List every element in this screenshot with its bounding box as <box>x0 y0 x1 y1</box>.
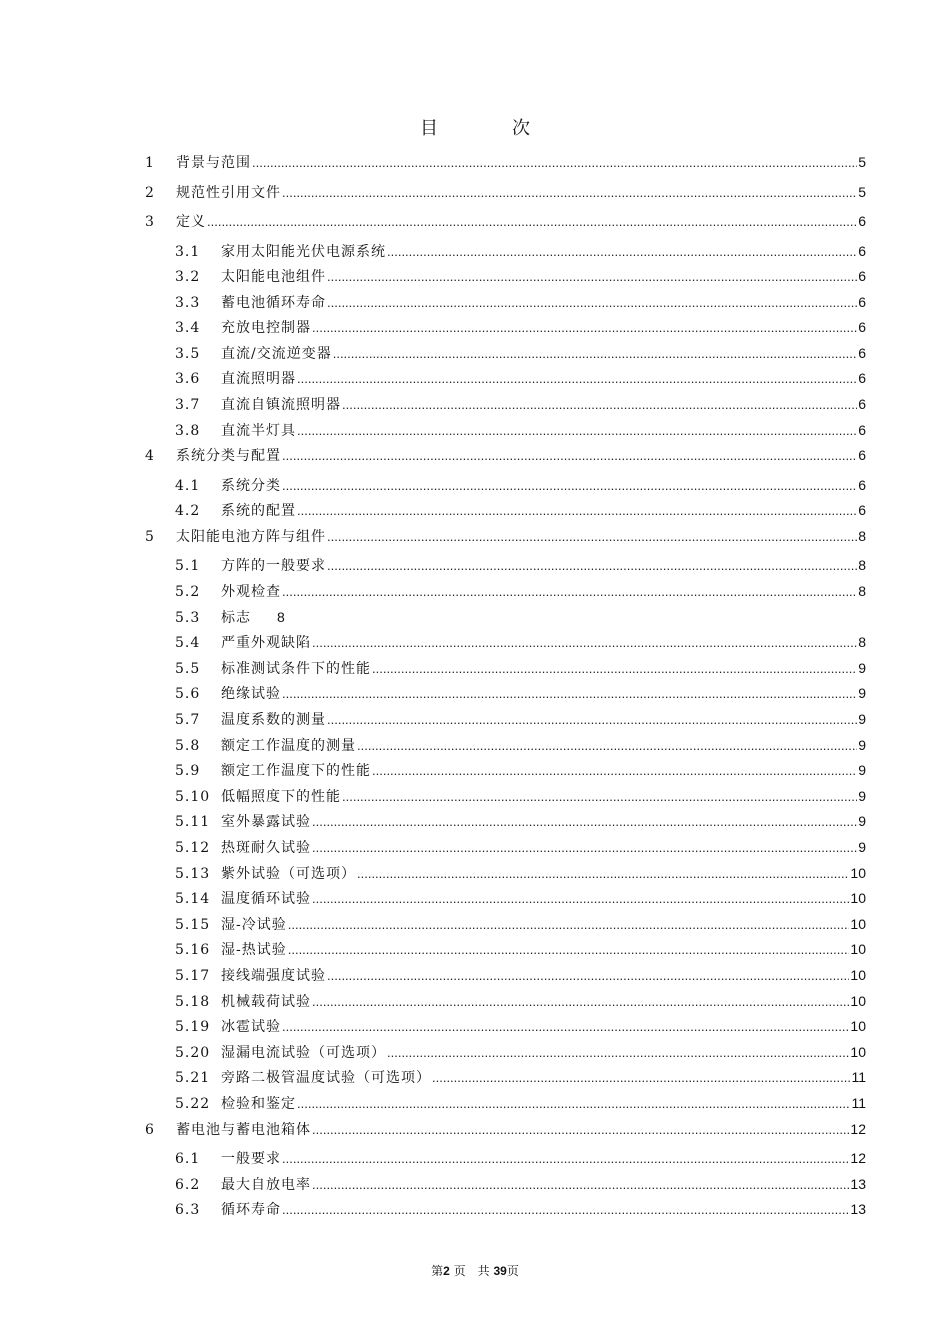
toc-entry-title: 机械载荷试验 <box>221 993 311 1010</box>
toc-entry-line <box>175 863 866 883</box>
toc-entry[interactable] <box>0 603 950 629</box>
toc-entry-page: 10 <box>850 1043 866 1060</box>
toc-entry[interactable] <box>0 178 950 208</box>
toc-entry-line <box>175 266 866 286</box>
toc-entry-title: 旁路二极管温度试验（可选项） <box>221 1070 431 1087</box>
toc-entry-number: 5.13 <box>175 865 211 882</box>
toc-entry[interactable] <box>0 628 950 654</box>
toc-entry-line <box>175 343 866 363</box>
toc-leader-dots <box>207 214 857 229</box>
toc-entry-page: 9 <box>858 711 866 727</box>
toc-entry-page: 6 <box>858 344 866 361</box>
toc-entry-title: 一般要求 <box>221 1151 281 1167</box>
toc-entry-title: 额定工作温度的测量 <box>221 737 356 754</box>
toc-entry-title: 系统分类与配置 <box>176 448 281 465</box>
toc-entry-line <box>175 420 866 440</box>
toc-entry-line <box>145 211 866 231</box>
toc-entry-page: 6 <box>858 476 866 493</box>
toc-entry-line <box>145 1119 866 1139</box>
toc-entry[interactable] <box>0 471 950 497</box>
toc-entry-page: 10 <box>850 890 866 907</box>
toc-entry-page: 6 <box>858 370 866 387</box>
toc-entry-number: 5.7 <box>175 712 201 728</box>
toc-entry-line <box>175 475 866 495</box>
toc-entry[interactable] <box>0 416 950 442</box>
toc-leader-dots <box>333 346 857 361</box>
toc-leader-dots <box>312 840 857 855</box>
toc-entry-line <box>175 1067 866 1087</box>
toc-entry-title: 循环寿命 <box>221 1202 281 1219</box>
toc-entry-number: 5.22 <box>175 1095 211 1112</box>
toc-entry-line <box>175 241 866 261</box>
table-of-contents <box>0 148 950 1221</box>
toc-entry-title: 最大自放电率 <box>221 1176 311 1193</box>
toc-entry-number: 5.9 <box>175 763 201 780</box>
toc-entry-number: 5.21 <box>175 1070 211 1087</box>
toc-entry-number: 4 <box>145 448 155 465</box>
toc-entry-line <box>175 1199 866 1219</box>
toc-entry-title: 温度循环试验 <box>221 891 311 908</box>
toc-entry-page: 8 <box>858 634 866 651</box>
toc-entry-title: 温度系数的测量 <box>221 712 326 728</box>
toc-entry[interactable] <box>0 1144 950 1170</box>
toc-entry-page: 10 <box>850 966 866 983</box>
toc-entry-number: 5.6 <box>175 686 201 703</box>
toc-entry-page: 10 <box>850 1018 866 1035</box>
toc-entry-line <box>175 683 866 703</box>
toc-leader-dots <box>312 320 857 335</box>
toc-entry[interactable] <box>0 884 950 910</box>
toc-entry[interactable] <box>0 705 950 731</box>
toc-leader-dots <box>282 478 857 493</box>
toc-entry-number: 6 <box>145 1121 155 1138</box>
toc-entry-page: 8 <box>277 608 285 625</box>
toc-entry-line <box>175 317 866 337</box>
toc-entry-title: 湿-冷试验 <box>221 916 287 933</box>
toc-entry-page: 8 <box>858 527 866 544</box>
toc-leader-dots <box>357 866 849 881</box>
toc-entry-number: 5.4 <box>175 635 201 652</box>
toc-entry[interactable] <box>0 859 950 885</box>
footer-total-pages: 39 <box>493 1264 507 1278</box>
toc-entry-page: 12 <box>850 1120 866 1137</box>
toc-entry-page: 6 <box>858 319 866 336</box>
toc-entry[interactable] <box>0 237 950 263</box>
toc-entry-line <box>175 555 866 575</box>
toc-entry-page: 5 <box>858 183 866 200</box>
toc-entry-line <box>175 939 866 959</box>
toc-entry[interactable] <box>0 910 950 936</box>
toc-leader-dots <box>312 1177 849 1192</box>
toc-entry[interactable] <box>0 961 950 987</box>
toc-entry-page: 6 <box>858 502 866 519</box>
toc-entry-title: 系统的配置 <box>221 503 296 520</box>
toc-entry-line <box>175 786 866 806</box>
toc-leader-dots <box>327 269 857 284</box>
toc-leader-dots <box>327 529 857 544</box>
toc-entry-line <box>175 632 866 652</box>
toc-entry-number: 3.3 <box>175 294 201 311</box>
toc-entry[interactable] <box>0 1038 950 1064</box>
footer-middle: 页 共 <box>449 1264 494 1278</box>
toc-entry-page: 6 <box>858 242 866 259</box>
toc-entry-page: 8 <box>858 583 866 600</box>
toc-entry-page: 9 <box>858 659 866 676</box>
toc-entry-line <box>175 914 866 934</box>
toc-entry-line <box>175 292 866 312</box>
toc-entry-page: 11 <box>851 1069 866 1086</box>
toc-entry-page: 6 <box>858 421 866 438</box>
toc-entry-title: 蓄电池循环寿命 <box>221 294 326 311</box>
toc-entry[interactable] <box>0 288 950 314</box>
toc-leader-dots <box>282 1019 849 1034</box>
toc-leader-dots <box>282 686 857 701</box>
toc-entry-page: 6 <box>858 447 866 464</box>
toc-entry-page: 13 <box>850 1201 866 1218</box>
toc-title: 目 次 <box>420 118 558 139</box>
toc-entry-page: 9 <box>858 787 866 804</box>
toc-entry-number: 3.5 <box>175 345 201 362</box>
toc-entry-line <box>175 1016 866 1036</box>
toc-entry-number: 5.3 <box>175 609 201 626</box>
toc-entry[interactable] <box>0 522 950 552</box>
toc-entry[interactable] <box>0 935 950 961</box>
toc-entry-line <box>175 1042 866 1062</box>
toc-entry[interactable] <box>0 782 950 808</box>
toc-entry-number: 3.6 <box>175 371 201 388</box>
toc-entry[interactable] <box>0 1195 950 1221</box>
toc-leader-dots <box>282 185 857 200</box>
toc-leader-dots <box>327 712 857 727</box>
toc-entry-title: 直流半灯具 <box>221 422 296 439</box>
toc-entry-number: 5.10 <box>175 788 211 805</box>
toc-entry-line <box>175 1093 866 1113</box>
toc-entry-title: 蓄电池与蓄电池箱体 <box>176 1121 311 1138</box>
toc-entry-number: 5.2 <box>175 584 201 601</box>
toc-entry-number: 4.2 <box>175 503 201 520</box>
toc-entry-number: 5.8 <box>175 737 201 754</box>
toc-entry[interactable] <box>0 756 950 782</box>
toc-entry-page: 13 <box>850 1175 866 1192</box>
toc-entry[interactable] <box>0 987 950 1013</box>
toc-entry-number: 5.11 <box>175 814 211 831</box>
toc-entry-title: 标志 <box>221 609 251 626</box>
toc-entry-title: 直流/交流逆变器 <box>221 345 332 362</box>
toc-entry-page: 5 <box>858 154 866 170</box>
toc-leader-dots <box>312 814 857 829</box>
toc-entry-line <box>175 1148 866 1168</box>
toc-entry[interactable] <box>0 679 950 705</box>
toc-leader-dots <box>342 397 857 412</box>
toc-entry-title: 室外暴露试验 <box>221 814 311 831</box>
toc-leader-dots <box>297 503 857 518</box>
toc-entry-title: 湿漏电流试验（可选项） <box>221 1044 386 1061</box>
toc-entry-number: 5.16 <box>175 942 211 959</box>
toc-entry-page: 9 <box>858 813 866 830</box>
toc-leader-dots <box>327 295 857 310</box>
toc-entry-line <box>175 888 866 908</box>
toc-entry-line <box>145 152 866 172</box>
toc-entry-line <box>175 394 866 414</box>
toc-leader-dots <box>387 244 857 259</box>
footer-prefix: 第 <box>431 1264 444 1278</box>
toc-entry-title: 背景与范围 <box>176 155 251 171</box>
toc-entry-number: 3 <box>145 214 155 230</box>
toc-leader-dots <box>372 763 857 778</box>
toc-entry-number: 5.20 <box>175 1044 211 1061</box>
toc-leader-dots <box>327 968 849 983</box>
toc-entry-line <box>175 581 866 601</box>
toc-entry-page: 6 <box>858 268 866 285</box>
toc-leader-dots <box>312 1122 849 1137</box>
toc-entry-title: 方阵的一般要求 <box>221 558 326 575</box>
toc-entry-number: 3.7 <box>175 397 201 414</box>
toc-entry[interactable] <box>0 364 950 390</box>
toc-leader-dots <box>252 155 857 170</box>
toc-leader-dots <box>387 1045 849 1060</box>
toc-entry-title: 接线端强度试验 <box>221 967 326 984</box>
toc-entry-title: 冰雹试验 <box>221 1019 281 1036</box>
toc-entry-title: 直流自镇流照明器 <box>221 397 341 414</box>
toc-entry-page: 11 <box>851 1094 866 1111</box>
toc-entry-page: 9 <box>858 685 866 702</box>
toc-entry[interactable] <box>0 833 950 859</box>
footer-suffix: 页 <box>506 1264 519 1278</box>
toc-leader-dots <box>282 1151 849 1166</box>
toc-leader-dots <box>327 558 857 573</box>
toc-entry-line <box>145 182 866 202</box>
toc-entry-number: 4.1 <box>175 477 201 494</box>
toc-entry-number: 6.3 <box>175 1202 201 1219</box>
toc-entry-title: 家用太阳能光伏电源系统 <box>221 243 386 260</box>
toc-leader-dots <box>288 942 850 957</box>
toc-entry-title: 绝缘试验 <box>221 686 281 703</box>
toc-entry-number: 5.19 <box>175 1019 211 1036</box>
toc-entry-line <box>175 965 866 985</box>
toc-entry-number: 3.1 <box>175 243 201 260</box>
toc-entry-line <box>175 709 866 729</box>
toc-entry[interactable] <box>0 390 950 416</box>
toc-entry-number: 2 <box>145 184 155 201</box>
toc-entry-title: 紫外试验（可选项） <box>221 865 356 882</box>
toc-entry[interactable] <box>0 654 950 680</box>
toc-entry-page: 10 <box>850 915 866 932</box>
toc-entry-number: 5.5 <box>175 660 201 677</box>
toc-entry-title: 标准测试条件下的性能 <box>221 660 371 677</box>
toc-entry[interactable] <box>0 441 950 471</box>
toc-entry-number: 6.1 <box>175 1151 201 1167</box>
toc-entry-line <box>175 1174 866 1194</box>
toc-leader-dots <box>432 1070 850 1085</box>
toc-leader-dots <box>342 789 857 804</box>
toc-entry-title: 外观检查 <box>221 584 281 601</box>
toc-entry-number: 5 <box>145 528 155 545</box>
toc-entry[interactable] <box>0 313 950 339</box>
toc-entry[interactable] <box>0 262 950 288</box>
toc-leader-dots <box>372 661 857 676</box>
toc-entry-page: 6 <box>858 396 866 413</box>
toc-entry-page: 6 <box>858 293 866 310</box>
toc-entry[interactable] <box>0 1170 950 1196</box>
toc-entry-title: 额定工作温度下的性能 <box>221 763 371 780</box>
toc-entry-number: 5.17 <box>175 967 211 984</box>
toc-entry[interactable] <box>0 807 950 833</box>
toc-entry-line <box>145 526 866 546</box>
toc-entry-title: 太阳能电池组件 <box>221 269 326 286</box>
toc-entry-page: 9 <box>858 736 866 753</box>
toc-leader-dots <box>282 1202 849 1217</box>
toc-entry-title: 充放电控制器 <box>221 320 311 337</box>
toc-entry-page: 8 <box>858 557 866 574</box>
toc-entry-line <box>175 837 866 857</box>
toc-entry-line <box>175 760 866 780</box>
toc-entry[interactable] <box>0 1012 950 1038</box>
toc-entry-page: 10 <box>850 864 866 881</box>
toc-entry-line <box>175 658 866 678</box>
toc-entry-number: 5.1 <box>175 558 201 575</box>
toc-entry[interactable] <box>0 551 950 577</box>
toc-entry[interactable] <box>0 1063 950 1089</box>
toc-leader-dots <box>312 635 857 650</box>
toc-entry-number: 6.2 <box>175 1176 201 1193</box>
footer-page-number: 2 <box>443 1264 450 1278</box>
toc-entry-title: 低幅照度下的性能 <box>221 788 341 805</box>
toc-entry-title: 检验和鉴定 <box>221 1095 296 1112</box>
toc-entry-line <box>175 607 866 627</box>
toc-entry-number: 5.12 <box>175 839 211 856</box>
toc-leader-dots <box>282 584 857 599</box>
toc-entry-number: 3.2 <box>175 269 201 286</box>
toc-entry-number: 3.8 <box>175 422 201 439</box>
toc-entry[interactable] <box>0 731 950 757</box>
toc-entry[interactable] <box>0 339 950 365</box>
toc-leader-dots <box>297 1096 850 1111</box>
toc-entry-page: 12 <box>850 1150 866 1166</box>
toc-entry[interactable] <box>0 1115 950 1145</box>
toc-entry-page: 10 <box>850 992 866 1009</box>
toc-entry[interactable] <box>0 207 950 237</box>
toc-entry-line <box>175 735 866 755</box>
toc-leader-dots <box>282 448 857 463</box>
toc-leader-dots <box>297 371 857 386</box>
toc-entry-title: 定义 <box>176 214 206 230</box>
toc-entry-number: 1 <box>145 155 155 171</box>
toc-entry-number: 3.4 <box>175 320 201 337</box>
toc-entry-title: 严重外观缺陷 <box>221 635 311 652</box>
toc-entry[interactable] <box>0 496 950 522</box>
toc-entry[interactable] <box>0 577 950 603</box>
toc-entry-page: 6 <box>858 213 866 229</box>
toc-entry-line <box>145 445 866 465</box>
toc-entry-number: 5.18 <box>175 993 211 1010</box>
toc-entry-page: 9 <box>858 762 866 779</box>
toc-entry-number: 5.14 <box>175 891 211 908</box>
toc-entry[interactable] <box>0 1089 950 1115</box>
toc-leader-dots <box>357 738 857 753</box>
toc-entry-page: 9 <box>858 838 866 855</box>
toc-leader-dots <box>312 891 849 906</box>
toc-entry-title: 湿-热试验 <box>221 942 287 959</box>
toc-entry-line <box>175 368 866 388</box>
toc-entry-title: 规范性引用文件 <box>176 184 281 201</box>
toc-entry-page: 10 <box>850 941 866 958</box>
toc-entry-line <box>175 811 866 831</box>
toc-entry-number: 5.15 <box>175 916 211 933</box>
toc-entry-line <box>175 991 866 1011</box>
toc-entry-title: 系统分类 <box>221 477 281 494</box>
toc-entry-title: 热斑耐久试验 <box>221 839 311 856</box>
toc-entry-title: 太阳能电池方阵与组件 <box>176 528 326 545</box>
toc-entry[interactable] <box>0 148 950 178</box>
toc-leader-dots <box>297 423 857 438</box>
toc-entry-title: 直流照明器 <box>221 371 296 388</box>
toc-leader-dots <box>288 917 850 932</box>
toc-entry-line <box>175 500 866 520</box>
page-footer <box>0 1262 950 1279</box>
toc-leader-dots <box>312 994 849 1009</box>
